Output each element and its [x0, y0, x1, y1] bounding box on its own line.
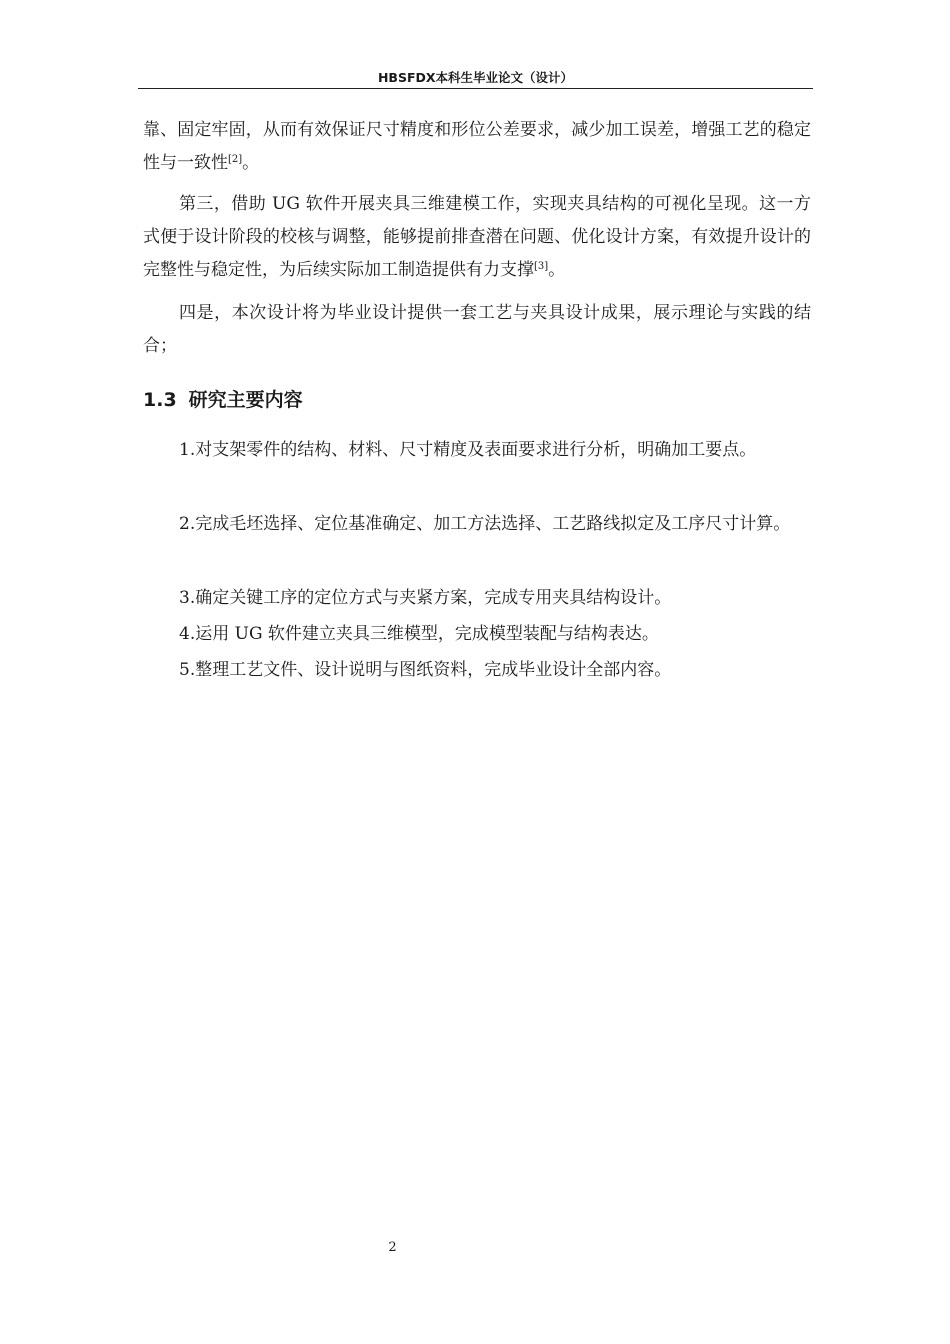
paragraph-fourth-point: 四是，本次设计将为毕业设计提供一套工艺与夹具设计成果，展示理论与实践的结合； [143, 303, 811, 356]
paragraph-text: 第三，借助 UG 软件开展夹具三维建模工作，实现夹具结构的可视化呈现。这一方式便于设计阶段的校核与调整，能够提前排查潜在问题、优化设计方案，有效提升设计的完整性与稳定性，为后续实际加工制造提供有力支撑 [143, 194, 811, 280]
citation-ref: [2] [228, 154, 243, 165]
paragraph-end: 。 [242, 153, 260, 173]
citation-ref: [3] [534, 261, 549, 272]
page-header: HBSFDX本科生毕业论文（设计） [138, 68, 813, 89]
list-item: 3.确定关键工序的定位方式与夹紧方案，完成专用夹具结构设计。 [179, 588, 672, 608]
paragraph-text: 靠、固定牢固，从而有效保证尺寸精度和形位公差要求，减少加工误差，增强工艺的稳定性与一致性 [143, 120, 811, 173]
list-item: 4.运用 UG 软件建立夹具三维模型，完成模型装配与结构表达。 [179, 624, 659, 644]
section-title-text: 研究主要内容 [188, 389, 303, 411]
paragraph-continuation [143, 114, 811, 180]
section-number: 1.3 [143, 389, 177, 411]
section-heading [143, 384, 303, 416]
paragraph-ug-modeling [143, 188, 811, 287]
list-item: 5.整理工艺文件、设计说明与图纸资料，完成毕业设计全部内容。 [179, 660, 672, 680]
list-item: 2.完成毛坯选择、定位基准确定、加工方法选择、工艺路线拟定及工序尺寸计算。 [179, 514, 791, 534]
list-item: 1.对支架零件的结构、材料、尺寸精度及表面要求进行分析，明确加工要点。 [179, 440, 757, 460]
page-number: 2 [388, 1240, 397, 1255]
paragraph-end: 。 [548, 260, 566, 280]
